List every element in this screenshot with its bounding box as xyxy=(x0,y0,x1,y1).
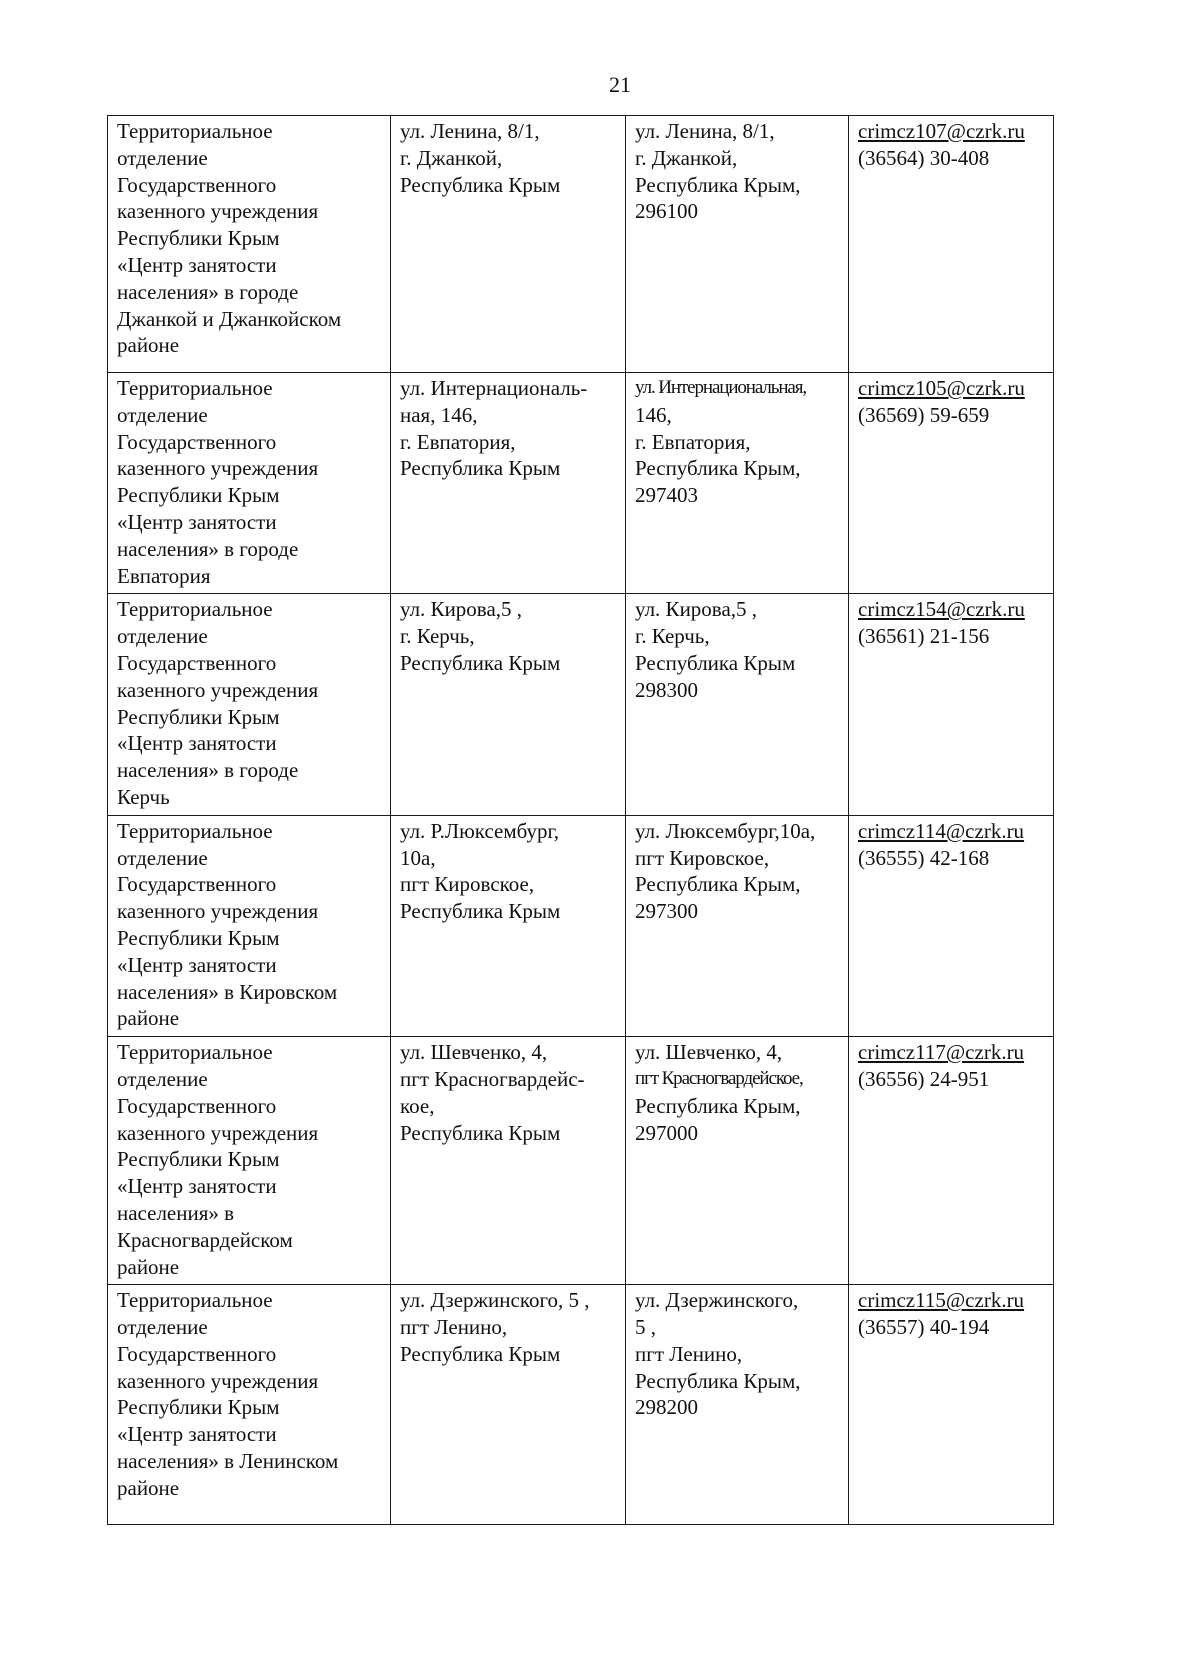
address-line: Республика Крым xyxy=(400,650,561,675)
office-name-line: Государственного xyxy=(117,650,277,675)
office-name-line: населения» в городе xyxy=(117,279,299,304)
office-name-line: казенного учреждения xyxy=(117,1120,319,1145)
office-name-cell xyxy=(108,594,391,815)
address-line: ная, 146, xyxy=(400,402,478,427)
office-name-line: населения» в xyxy=(117,1200,235,1225)
address-line: кое, xyxy=(400,1093,435,1118)
mail-address-line: 298300 xyxy=(635,677,698,702)
office-name-line: районе xyxy=(117,333,180,358)
office-name-line: «Центр занятости xyxy=(117,952,277,977)
address-cell xyxy=(391,594,626,815)
office-name-line: казенного учреждения xyxy=(117,899,319,924)
office-name-line: отделение xyxy=(117,1315,208,1340)
address-cell xyxy=(391,1285,626,1525)
mail-address-line: 5 , xyxy=(635,1315,656,1340)
address-cell xyxy=(391,373,626,594)
office-name-line: Государственного xyxy=(117,1093,277,1118)
address-line: Республика Крым xyxy=(400,899,561,924)
office-name-cell xyxy=(108,116,391,373)
address-line: г. Евпатория, xyxy=(400,429,516,454)
email-link[interactable]: crimcz154@czrk.ru xyxy=(858,597,1025,622)
mail-address-line: ул. Дзержинского, xyxy=(635,1288,799,1313)
office-name-line: Керчь xyxy=(117,784,170,809)
phone-number: (36557) 40-194 xyxy=(858,1315,990,1340)
contact-cell xyxy=(849,594,1054,815)
address-cell xyxy=(391,815,626,1036)
mail-address-cell xyxy=(626,116,849,373)
office-name-line: населения» в городе xyxy=(117,536,299,561)
address-cell xyxy=(391,116,626,373)
address-line: ул. Кирова,5 , xyxy=(400,597,523,622)
office-name-line: отделение xyxy=(117,845,208,870)
office-name-line: «Центр занятости xyxy=(117,1422,277,1447)
mail-address-cell xyxy=(626,1037,849,1285)
mail-address-line: пгт Ленино, xyxy=(635,1341,743,1366)
phone-number: (36564) 30-408 xyxy=(858,145,990,170)
office-name-line: Государственного xyxy=(117,172,277,197)
email-link[interactable]: crimcz105@czrk.ru xyxy=(858,376,1025,400)
email-link[interactable]: crimcz115@czrk.ru xyxy=(858,1288,1025,1313)
mail-address-cell xyxy=(626,815,849,1036)
phone-number: (36556) 24-951 xyxy=(858,1066,990,1091)
address-line: Республика Крым xyxy=(400,172,561,197)
mail-address-cell xyxy=(626,1285,849,1525)
mail-address-line: ул. Шевченко, 4, xyxy=(635,1040,783,1065)
office-name-line: Республики Крым xyxy=(117,1395,280,1420)
office-name-line: Республики Крым xyxy=(117,1147,280,1172)
address-line: ул. Ленина, 8/1, xyxy=(400,119,540,143)
office-name-line: Государственного xyxy=(117,429,277,454)
contact-cell xyxy=(849,815,1054,1036)
contact-cell xyxy=(849,1285,1054,1525)
office-name-line: «Центр занятости xyxy=(117,731,277,756)
office-name-line: Территориальное xyxy=(117,119,273,143)
table-row xyxy=(108,1285,1054,1525)
address-line: г. Джанкой, xyxy=(400,145,503,170)
office-name-line: Республики Крым xyxy=(117,483,280,508)
email-link[interactable]: crimcz107@czrk.ru xyxy=(858,119,1025,143)
office-name-line: Территориальное xyxy=(117,1040,273,1065)
contact-cell xyxy=(849,1037,1054,1285)
mail-address-line: г. Керчь, xyxy=(635,624,710,649)
mail-address-line: Республика Крым, xyxy=(635,872,801,897)
office-name-line: отделение xyxy=(117,1066,208,1091)
address-line: Республика Крым xyxy=(400,456,561,481)
office-name-line: Государственного xyxy=(117,1341,277,1366)
table-row xyxy=(108,116,1054,373)
mail-address-line: 296100 xyxy=(635,199,698,224)
mail-address-line: 297300 xyxy=(635,899,698,924)
office-name-line: казенного учреждения xyxy=(117,456,319,481)
table-row xyxy=(108,594,1054,815)
office-name-line: отделение xyxy=(117,624,208,649)
address-cell xyxy=(391,1037,626,1285)
office-name-line: «Центр занятости xyxy=(117,509,277,534)
address-line: Республика Крым xyxy=(400,1120,561,1145)
email-link[interactable]: crimcz117@czrk.ru xyxy=(858,1040,1025,1065)
address-line: пгт Кировское, xyxy=(400,872,535,897)
mail-address-line: пгт Кировское, xyxy=(635,845,770,870)
office-name-cell xyxy=(108,373,391,594)
mail-address-cell xyxy=(626,594,849,815)
mail-address-line: ул. Люксембург,10а, xyxy=(635,818,816,843)
office-name-line: Красногвардейском xyxy=(117,1227,293,1252)
office-name-line: отделение xyxy=(117,402,208,427)
address-line: ул. Р.Люксембург, xyxy=(400,818,560,843)
mail-address-line: г. Джанкой, xyxy=(635,145,738,170)
phone-number: (36561) 21-156 xyxy=(858,624,990,649)
office-name-line: казенного учреждения xyxy=(117,677,319,702)
mail-address-cell xyxy=(626,373,849,594)
office-name-line: районе xyxy=(117,1006,180,1031)
office-name-line: казенного учреждения xyxy=(117,199,319,224)
phone-number: (36555) 42-168 xyxy=(858,845,990,870)
address-line: пгт Красногвардейс- xyxy=(400,1066,585,1091)
mail-address-line: 297000 xyxy=(635,1120,698,1145)
address-line: ул. Интернациональ- xyxy=(400,376,588,400)
office-name-line: отделение xyxy=(117,145,208,170)
address-line: пгт Ленино, xyxy=(400,1315,508,1340)
email-link[interactable]: crimcz114@czrk.ru xyxy=(858,818,1025,843)
mail-address-line: Республика Крым, xyxy=(635,1093,801,1118)
mail-address-line: пгт Красногвардейское, xyxy=(635,1067,803,1089)
mail-address-line: Республика Крым, xyxy=(635,1368,801,1393)
phone-number: (36569) 59-659 xyxy=(858,402,990,427)
address-line: ул. Дзержинского, 5 , xyxy=(400,1288,590,1313)
office-name-cell xyxy=(108,815,391,1036)
mail-address-line: Республика Крым, xyxy=(635,456,801,481)
office-name-line: Территориальное xyxy=(117,376,273,400)
mail-address-line: 298200 xyxy=(635,1395,698,1420)
office-name-cell xyxy=(108,1285,391,1525)
office-name-line: Республики Крым xyxy=(117,925,280,950)
office-name-line: Республики Крым xyxy=(117,704,280,729)
office-name-line: Государственного xyxy=(117,872,277,897)
office-name-line: Евпатория xyxy=(117,563,211,588)
contact-cell xyxy=(849,373,1054,594)
mail-address-line: ул. Интернациональная, xyxy=(635,377,807,398)
mail-address-line: 146, xyxy=(635,402,672,427)
office-name-line: населения» в городе xyxy=(117,758,299,783)
mail-address-line: ул. Ленина, 8/1, xyxy=(635,119,775,143)
mail-address-line: Республика Крым, xyxy=(635,172,801,197)
office-name-line: районе xyxy=(117,1475,180,1500)
office-name-line: Республики Крым xyxy=(117,226,280,251)
mail-address-line: Республика Крым xyxy=(635,650,796,675)
office-name-cell xyxy=(108,1037,391,1285)
office-name-line: «Центр занятости xyxy=(117,252,277,277)
mail-address-line: г. Евпатория, xyxy=(635,429,751,454)
address-line: г. Керчь, xyxy=(400,624,475,649)
office-name-line: Территориальное xyxy=(117,597,273,622)
address-line: Республика Крым xyxy=(400,1341,561,1366)
address-line: ул. Шевченко, 4, xyxy=(400,1040,548,1065)
table-row xyxy=(108,373,1054,594)
contact-cell xyxy=(849,116,1054,373)
office-name-line: «Центр занятости xyxy=(117,1174,277,1199)
mail-address-line: ул. Кирова,5 , xyxy=(635,597,758,622)
office-name-line: Джанкой и Джанкойском xyxy=(117,306,342,331)
table-row xyxy=(108,1037,1054,1285)
table-row xyxy=(108,815,1054,1036)
offices-table xyxy=(107,115,1054,1525)
page-number: 21 xyxy=(609,72,631,97)
office-name-line: Территориальное xyxy=(117,1288,273,1313)
mail-address-line: 297403 xyxy=(635,483,698,508)
address-line: 10а, xyxy=(400,845,436,870)
office-name-line: Территориальное xyxy=(117,818,273,843)
office-name-line: населения» в Кировском xyxy=(117,979,338,1004)
office-name-line: районе xyxy=(117,1254,180,1279)
office-name-line: населения» в Ленинском xyxy=(117,1449,339,1474)
office-name-line: казенного учреждения xyxy=(117,1368,319,1393)
